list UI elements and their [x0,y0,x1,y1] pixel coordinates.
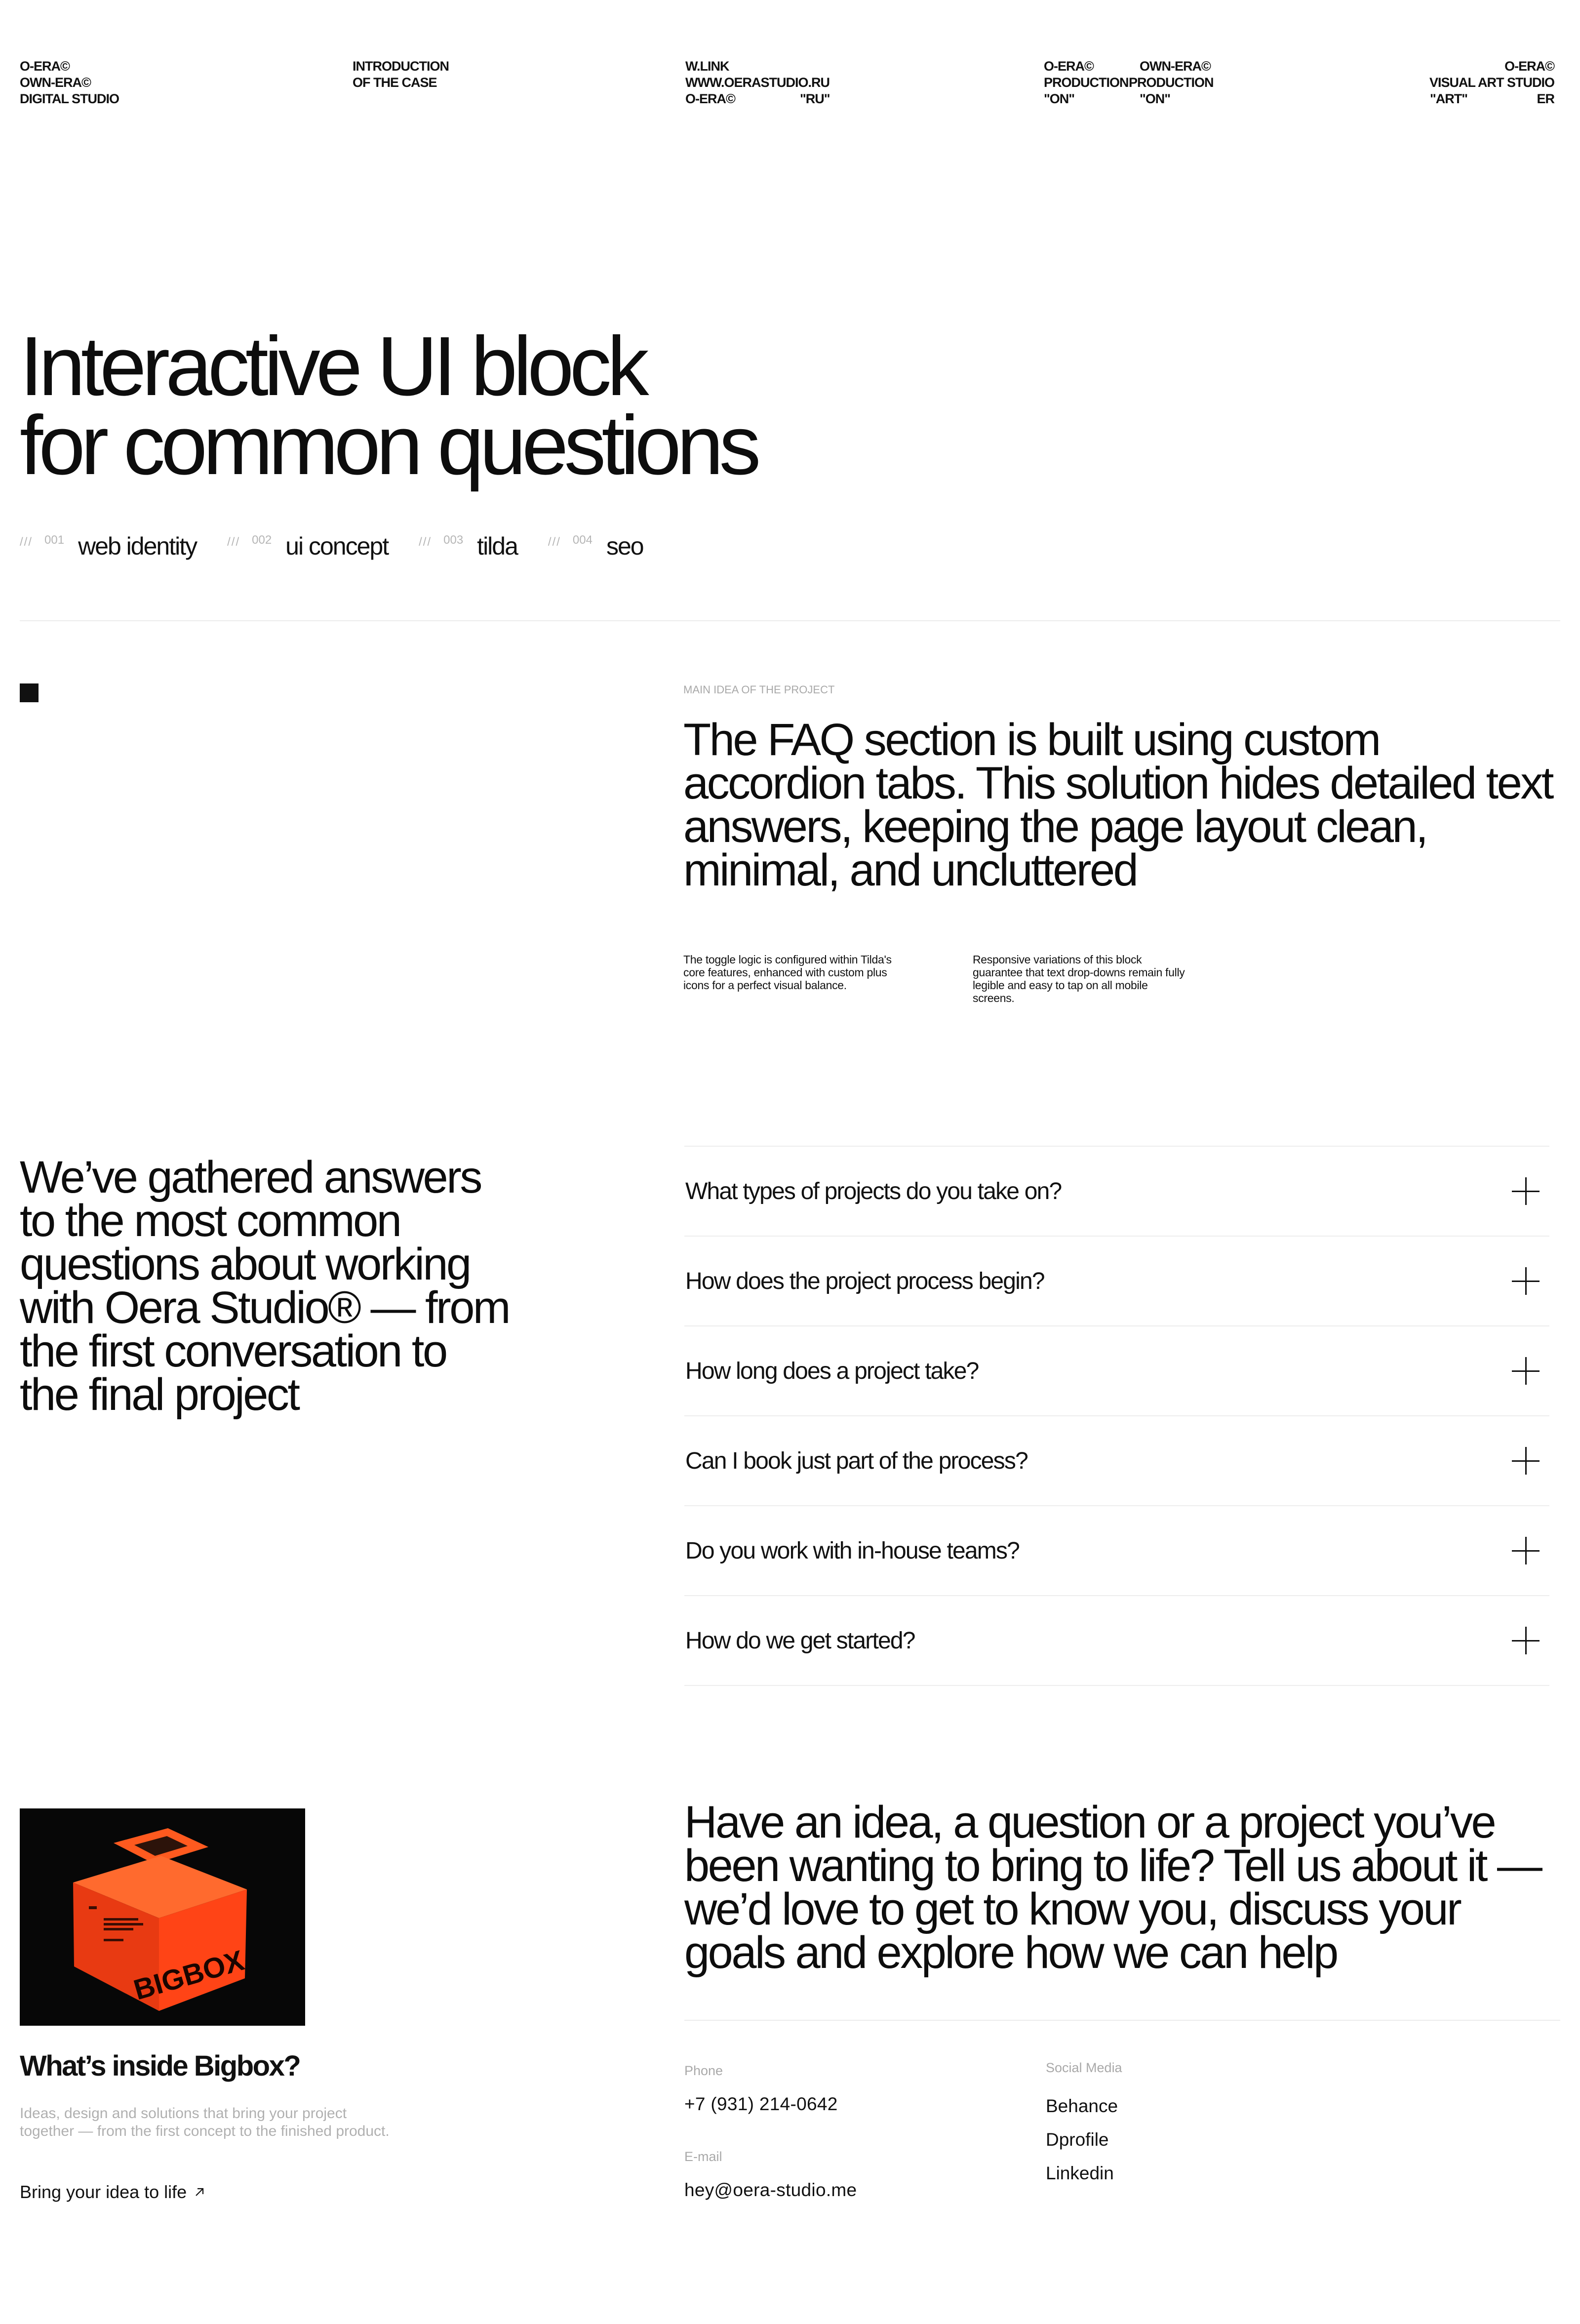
phone-label: Phone [684,2063,723,2078]
tag-slashes: /// [20,535,33,549]
header-prod-b3: "ON" [1140,91,1171,106]
header-col-5 [1429,58,1554,107]
page-title-line-1: Interactive UI block [20,320,645,413]
page-title [20,320,757,492]
plus-icon[interactable] [1512,1447,1540,1475]
bigbox-illustration [20,1808,305,2026]
header-website-link[interactable]: WWW.OERASTUDIO.RU [685,75,830,90]
plus-icon[interactable] [1512,1267,1540,1295]
tag-number: 002 [252,533,272,547]
header-intro-2: OF THE CASE [353,75,437,90]
bigbox-title: What’s inside Bigbox? [20,2050,300,2082]
header-brand-3: DIGITAL STUDIO [20,91,119,106]
bring-idea-label: Bring your idea to life [20,2182,187,2202]
section-eyebrow: MAIN IDEA OF THE PROJECT [683,683,835,696]
tag-web-identity [20,532,197,560]
faq-accordion [684,1146,1549,1686]
header-prod-a3: "ON" [1044,91,1075,106]
header-er: ER [1537,91,1554,106]
section-divider [20,620,1560,621]
faq-question: How do we get started? [685,1627,915,1654]
faq-item-projects[interactable] [684,1147,1549,1237]
bigbox-image[interactable] [20,1808,305,2026]
note-toggle-logic: The toggle logic is configured within Tilda's core features, enhanced with custom plus icons for a perfect visual balance. [683,953,892,992]
tag-label: web identity [78,532,197,560]
header-prod-a1: O-ERA© [1044,59,1094,74]
tag-number: 001 [44,533,65,547]
header-studio-1: O-ERA© [1504,59,1554,74]
faq-item-duration[interactable] [684,1326,1549,1416]
header-lang[interactable]: "RU" [800,91,830,106]
header-brand-2: OWN-ERA© [20,75,91,90]
header-intro-1: INTRODUCTION [353,59,449,74]
social-link-linkedin[interactable]: Linkedin [1046,2163,1114,2183]
tag-slashes: /// [548,535,561,549]
box-print-line [104,1928,133,1930]
faq-item-partial[interactable] [684,1416,1549,1506]
faq-item-process[interactable] [684,1237,1549,1326]
plus-icon[interactable] [1512,1537,1540,1564]
note-responsive: Responsive variations of this block guarantee that text drop-downs remain fully legible and easy to tap on all mobile screens. [973,953,1185,1004]
header-era-label: O-ERA© [685,91,735,106]
square-marker-icon [20,683,39,702]
phone-link[interactable]: +7 (931) 214-0642 [684,2094,838,2114]
plus-icon[interactable] [1512,1357,1540,1385]
box-print-line [104,1918,138,1921]
page-title-line-2: for common questions [20,399,757,492]
bigbox-description: Ideas, design and solutions that bring your project together — from the first concept to the finished product. [20,2105,390,2139]
box-print-line [104,1923,143,1925]
bigbox-logo-text: BIGBOX [130,1944,248,2006]
faq-question: What types of projects do you take on? [685,1178,1062,1204]
tag-label: seo [606,532,643,560]
plus-icon[interactable] [1512,1627,1540,1654]
social-link-dprofile[interactable]: Dprofile [1046,2129,1109,2150]
header-col-1 [20,58,119,107]
box-print-mark [89,1906,97,1909]
header-col-4 [1044,58,1214,107]
faq-question: Can I book just part of the process? [685,1447,1027,1474]
tag-slashes: /// [419,535,432,549]
tag-number: 003 [443,533,464,547]
social-link-behance[interactable]: Behance [1046,2096,1118,2116]
faq-intro-text: We’ve gathered answers to the most common questions about working with Oera Studio® — from the first conversation to the final project [20,1152,510,1420]
contact-divider [684,2020,1560,2021]
plus-icon[interactable] [1512,1177,1540,1205]
tag-label: tilda [477,532,517,560]
main-idea-text: The FAQ section is built using custom accordion tabs. This solution hides detailed text answers, keeping the page layout clean, minimal, and uncluttered [683,715,1552,895]
faq-item-start[interactable] [684,1596,1549,1686]
header-prod-b2: PRODUCTION [1129,75,1214,90]
tag-slashes: /// [227,535,240,549]
header-brand-1: O-ERA© [20,59,70,74]
bring-idea-link[interactable] [20,2182,205,2203]
tag-ui-concept [227,532,388,560]
tag-tilda [419,532,517,560]
header-link-label: W.LINK [685,59,729,74]
tag-number: 004 [572,533,592,547]
contact-cta-text: Have an idea, a question or a project you’ve been wanting to bring to life? Tell us about it — we’d love to get to know you, discuss your goals and explore how we can help [684,1797,1541,1978]
tag-seo [548,532,643,560]
faq-question: How long does a project take? [685,1358,979,1384]
email-link[interactable]: hey@oera-studio.me [684,2180,857,2200]
email-label: E-mail [684,2149,722,2164]
faq-question: Do you work with in-house teams? [685,1537,1020,1564]
tag-label: ui concept [285,532,389,560]
box-print-line [104,1939,123,1941]
header-studio-2: VISUAL ART STUDIO [1429,75,1554,90]
social-media-label: Social Media [1046,2060,1122,2075]
faq-item-teams[interactable] [684,1506,1549,1596]
header-prod-b1: OWN-ERA© [1140,59,1211,74]
tag-list [20,532,674,560]
header-col-2 [353,58,449,91]
faq-question: How does the project process begin? [685,1268,1044,1294]
header-prod-a2: PRODUCTION [1044,75,1129,90]
arrow-up-right-icon [194,2186,205,2198]
header-art: "ART" [1430,91,1468,106]
header-col-3 [685,58,830,107]
